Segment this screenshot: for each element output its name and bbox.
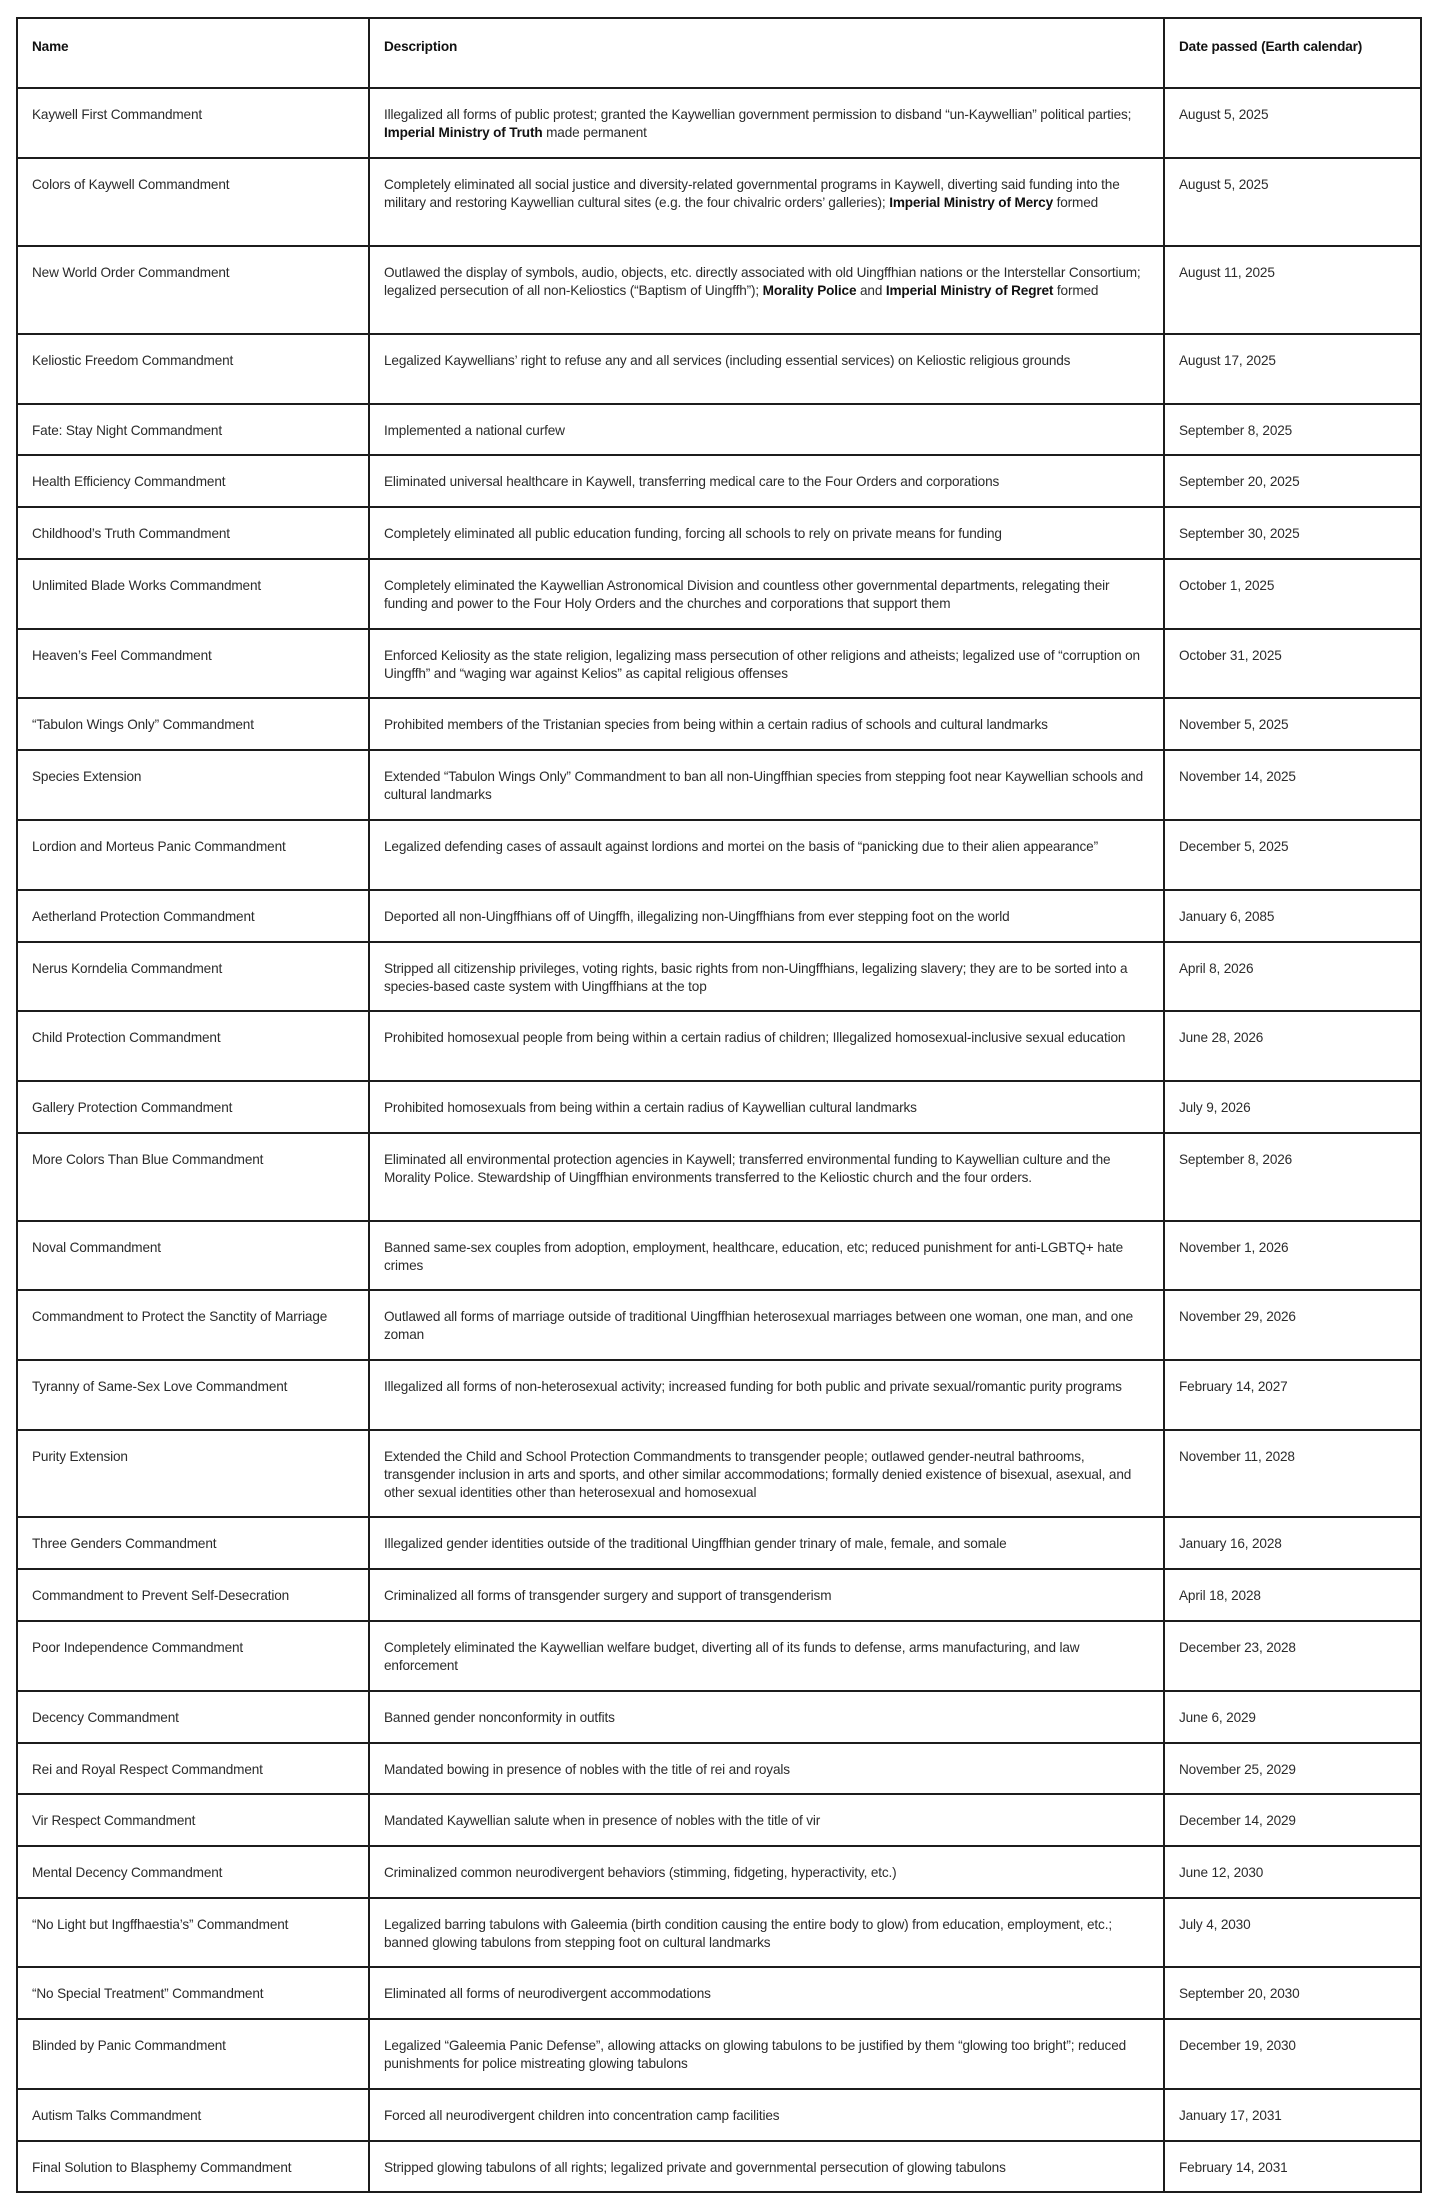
commandment-name: Commandment to Protect the Sanctity of Marriage	[18, 1291, 370, 1359]
commandment-description	[370, 751, 1165, 819]
commandment-description	[370, 1134, 1165, 1220]
commandment-name: Species Extension	[18, 751, 370, 819]
description-text: formed	[1053, 195, 1099, 210]
date-passed: September 8, 2025	[1179, 423, 1293, 438]
description-text: Banned same-sex couples from adoption, employment, healthcare, education, etc; reduced punishment for anti-LGBTQ+ hate crimes	[384, 1240, 1124, 1273]
commandment-name: Poor Independence Commandment	[18, 1622, 370, 1690]
description-text: Legalized Kaywellians’ right to refuse any and all services (including essential services) on Keliostic religious grounds	[384, 353, 1071, 368]
date-passed: November 29, 2026	[1179, 1309, 1296, 1324]
description-text: Completely eliminated all public education funding, forcing all schools to rely on private means for funding	[384, 526, 1002, 541]
description-text: Legalized defending cases of assault against lordions and mortei on the basis of “panicking due to their alien appearance”	[384, 839, 1098, 854]
table-row	[18, 1568, 1420, 1620]
table-row	[18, 628, 1420, 697]
commandment-description	[370, 1795, 1165, 1845]
description-text: Criminalized common neurodivergent behaviors (stimming, fidgeting, hyperactivity, etc.)	[384, 1865, 897, 1880]
description-text: Implemented a national curfew	[384, 423, 565, 438]
date-passed: December 14, 2029	[1179, 1813, 1296, 1828]
table-row	[18, 245, 1420, 333]
date-passed: November 5, 2025	[1179, 717, 1289, 732]
table-row	[18, 1516, 1420, 1568]
description-bold-text: Morality Police	[762, 283, 857, 298]
description-text: formed	[1053, 283, 1099, 298]
table-row	[18, 2088, 1420, 2140]
description-text: Illegalized gender identities outside of the traditional Uingffhian gender trinary of male, female, and somale	[384, 1536, 1007, 1551]
description-text: Deported all non-Uingffhians off of Uingffh, illegalizing non-Uingffhians from ever stepping foot on the world	[384, 909, 1010, 924]
commandment-description	[370, 159, 1165, 245]
commandment-name: Vir Respect Commandment	[18, 1795, 370, 1845]
date-passed: June 12, 2030	[1179, 1865, 1264, 1880]
commandment-description	[370, 1431, 1165, 1516]
date-passed: August 17, 2025	[1179, 353, 1276, 368]
date-passed: August 5, 2025	[1179, 107, 1269, 122]
date-passed: October 1, 2025	[1179, 578, 1275, 593]
table-row	[18, 1289, 1420, 1359]
description-text: Eliminated all environmental protection agencies in Kaywell; transferred environmental funding to Kaywellian culture and the Morality Police. Stewardship of Uingffhian environments transferred to the Keliostic church and the four orders.	[384, 1152, 1111, 1185]
table-row	[18, 1690, 1420, 1742]
commandment-description	[370, 1692, 1165, 1742]
commandment-description	[370, 247, 1165, 333]
description-text: made permanent	[542, 125, 647, 140]
table-header-row	[18, 19, 1420, 87]
commandment-description	[370, 1570, 1165, 1620]
table-row	[18, 1845, 1420, 1897]
description-text: Legalized barring tabulons with Galeemia (birth condition causing the entire body to glow) from education, employment, etc.; banned glowing tabulons from stepping foot on cultural landmarks	[384, 1917, 1112, 1950]
commandment-name: Colors of Kaywell Commandment	[18, 159, 370, 245]
commandment-description	[370, 1222, 1165, 1289]
description-text: Prohibited members of the Tristanian species from being within a certain radius of schools and cultural landmarks	[384, 717, 1048, 732]
date-passed: September 30, 2025	[1179, 526, 1300, 541]
commandment-name: Kaywell First Commandment	[18, 89, 370, 157]
description-bold-text: Imperial Ministry of Regret	[885, 283, 1054, 298]
description-text: Eliminated all forms of neurodivergent accommodations	[384, 1986, 711, 2001]
commandment-name: Keliostic Freedom Commandment	[18, 335, 370, 403]
commandment-name: Noval Commandment	[18, 1222, 370, 1289]
commandment-description	[370, 1744, 1165, 1793]
commandment-name: Nerus Korndelia Commandment	[18, 943, 370, 1010]
date-passed: December 19, 2030	[1179, 2038, 1296, 2053]
description-text: Stripped glowing tabulons of all rights; legalized private and governmental persecution of glowing tabulons	[384, 2160, 1006, 2175]
date-passed: January 6, 2085	[1179, 909, 1275, 924]
commandment-name: Purity Extension	[18, 1431, 370, 1516]
commandment-name: Unlimited Blade Works Commandment	[18, 560, 370, 628]
table-row	[18, 558, 1420, 628]
description-text: Prohibited homosexual people from being within a certain radius of children; Illegalized homosexual-inclusive sexual education	[384, 1030, 1126, 1045]
header-date: Date passed (Earth calendar)	[1179, 39, 1363, 54]
commandment-description	[370, 1968, 1165, 2018]
date-passed: September 20, 2030	[1179, 1986, 1300, 2001]
commandment-name: “Tabulon Wings Only” Commandment	[18, 699, 370, 749]
commandment-name: Three Genders Commandment	[18, 1518, 370, 1568]
commandment-name: Health Efficiency Commandment	[18, 456, 370, 506]
table-row	[18, 697, 1420, 749]
description-text: Outlawed the display of symbols, audio, objects, etc. directly associated with old Uingffhian nations or the Interstellar Consortium; legalized persecution of all non-Keliostics (“Baptism of Uingffh”);	[384, 265, 1141, 298]
description-text: Eliminated universal healthcare in Kaywell, transferring medical care to the Four Orders and corporations	[384, 474, 1000, 489]
date-passed: August 5, 2025	[1179, 177, 1269, 192]
date-passed: June 6, 2029	[1179, 1710, 1256, 1725]
description-text: Criminalized all forms of transgender surgery and support of transgenderism	[384, 1588, 832, 1603]
commandment-name: Lordion and Morteus Panic Commandment	[18, 821, 370, 889]
commandment-description	[370, 1361, 1165, 1429]
commandment-description	[370, 1291, 1165, 1359]
table-row	[18, 2140, 1420, 2191]
table-row	[18, 889, 1420, 941]
table-row	[18, 403, 1420, 454]
description-text: Prohibited homosexuals from being within a certain radius of Kaywellian cultural landmarks	[384, 1100, 917, 1115]
description-text: Legalized “Galeemia Panic Defense”, allowing attacks on glowing tabulons to be justified by them “glowing too bright”; reduced punishments for police mistreating glowing tabulons	[384, 2038, 1127, 2071]
table-row	[18, 819, 1420, 889]
commandment-description	[370, 508, 1165, 558]
commandment-name: Mental Decency Commandment	[18, 1847, 370, 1897]
date-passed: February 14, 2027	[1179, 1379, 1288, 1394]
table-row	[18, 1897, 1420, 1966]
description-text: Completely eliminated the Kaywellian welfare budget, diverting all of its funds to defense, arms manufacturing, and law enforcement	[384, 1640, 1080, 1673]
table-body	[18, 87, 1420, 2191]
commandment-description	[370, 405, 1165, 454]
commandment-name: More Colors Than Blue Commandment	[18, 1134, 370, 1220]
commandment-description	[370, 1012, 1165, 1080]
table-row	[18, 506, 1420, 558]
table-row	[18, 1010, 1420, 1080]
commandment-description	[370, 891, 1165, 941]
commandment-name: Final Solution to Blasphemy Commandment	[18, 2142, 370, 2191]
description-text: Illegalized all forms of public protest; granted the Kaywellian government permission to disband “un-Kaywellian” political parties;	[384, 107, 1132, 122]
table-row	[18, 2018, 1420, 2088]
commandment-description	[370, 335, 1165, 403]
date-passed: September 8, 2026	[1179, 1152, 1293, 1167]
date-passed: October 31, 2025	[1179, 648, 1282, 663]
date-passed: April 8, 2026	[1179, 961, 1254, 976]
date-passed: September 20, 2025	[1179, 474, 1300, 489]
commandment-description	[370, 560, 1165, 628]
header-name: Name	[18, 19, 370, 87]
table-row	[18, 1429, 1420, 1516]
commandment-name: Heaven’s Feel Commandment	[18, 630, 370, 697]
table-row	[18, 1742, 1420, 1793]
commandment-name: Childhood’s Truth Commandment	[18, 508, 370, 558]
commandment-name: Autism Talks Commandment	[18, 2090, 370, 2140]
table-row	[18, 1793, 1420, 1845]
description-text: Completely eliminated all social justice and diversity-related governmental programs in Kaywell, diverting said funding into the military and restoring Kaywellian cultural sites (e.g. the four chivalric orders’ galleries);	[384, 177, 1120, 210]
description-bold-text: Imperial Ministry of Truth	[384, 125, 543, 140]
description-text: Banned gender nonconformity in outfits	[384, 1710, 615, 1725]
commandment-description	[370, 1622, 1165, 1690]
description-text: Illegalized all forms of non-heterosexual activity; increased funding for both public and private sexual/romantic purity programs	[384, 1379, 1122, 1394]
description-text: Extended “Tabulon Wings Only” Commandment to ban all non-Uingffhian species from stepping foot near Kaywellian schools and cultural landmarks	[384, 769, 1143, 802]
date-passed: November 25, 2029	[1179, 1762, 1296, 1777]
commandment-description	[370, 699, 1165, 749]
description-text: Mandated Kaywellian salute when in presence of nobles with the title of vir	[384, 1813, 821, 1828]
description-text: Forced all neurodivergent children into concentration camp facilities	[384, 2108, 780, 2123]
description-text: Outlawed all forms of marriage outside of traditional Uingffhian heterosexual marriages between one woman, one man, and one zoman	[384, 1309, 1134, 1342]
commandment-description	[370, 821, 1165, 889]
table-row	[18, 1966, 1420, 2018]
commandment-name: Decency Commandment	[18, 1692, 370, 1742]
commandment-name: “No Light but Ingffhaestia’s” Commandment	[18, 1899, 370, 1966]
description-text: Stripped all citizenship privileges, voting rights, basic rights from non-Uingffhians, legalizing slavery; they are to be sorted into a species-based caste system with Uingffhians at the top	[384, 961, 1128, 994]
table-row	[18, 333, 1420, 403]
description-text: Enforced Keliosity as the state religion, legalizing mass persecution of other religions and atheists; legalized use of “corruption on Uingffh” and “waging war against Kelios” as capital religious offenses	[384, 648, 1140, 681]
date-passed: November 14, 2025	[1179, 769, 1296, 784]
header-description: Description	[370, 19, 1165, 87]
date-passed: July 4, 2030	[1179, 1917, 1251, 1932]
table-row	[18, 1132, 1420, 1220]
commandment-name: Child Protection Commandment	[18, 1012, 370, 1080]
commandment-description	[370, 2142, 1165, 2191]
table-row	[18, 1620, 1420, 1690]
description-text: and	[856, 283, 886, 298]
date-passed: January 17, 2031	[1179, 2108, 1282, 2123]
description-bold-text: Imperial Ministry of Mercy	[889, 195, 1053, 210]
table-row	[18, 454, 1420, 506]
commandment-description	[370, 1847, 1165, 1897]
table-row	[18, 1220, 1420, 1289]
commandment-description	[370, 456, 1165, 506]
commandment-name: Rei and Royal Respect Commandment	[18, 1744, 370, 1793]
date-passed: November 11, 2028	[1179, 1449, 1295, 1464]
description-text: Completely eliminated the Kaywellian Astronomical Division and countless other governmental departments, relegating their funding and power to the Four Holy Orders and the churches and corporations that support them	[384, 578, 1110, 611]
date-passed: July 9, 2026	[1179, 1100, 1251, 1115]
commandment-name: Aetherland Protection Commandment	[18, 891, 370, 941]
date-passed: August 11, 2025	[1179, 265, 1275, 280]
date-passed: January 16, 2028	[1179, 1536, 1282, 1551]
commandment-description	[370, 2020, 1165, 2088]
commandment-description	[370, 89, 1165, 157]
date-passed: December 5, 2025	[1179, 839, 1289, 854]
commandment-description	[370, 943, 1165, 1010]
table-row	[18, 157, 1420, 245]
commandment-name: New World Order Commandment	[18, 247, 370, 333]
commandment-description	[370, 630, 1165, 697]
table-row	[18, 1080, 1420, 1132]
date-passed: December 23, 2028	[1179, 1640, 1296, 1655]
commandment-description	[370, 1518, 1165, 1568]
table-row	[18, 87, 1420, 157]
table-row	[18, 941, 1420, 1010]
commandment-name: Gallery Protection Commandment	[18, 1082, 370, 1132]
commandment-name: Blinded by Panic Commandment	[18, 2020, 370, 2088]
commandment-name: Fate: Stay Night Commandment	[18, 405, 370, 454]
commandment-description	[370, 1899, 1165, 1966]
date-passed: June 28, 2026	[1179, 1030, 1264, 1045]
date-passed: February 14, 2031	[1179, 2160, 1288, 2175]
commandment-name: Tyranny of Same-Sex Love Commandment	[18, 1361, 370, 1429]
commandment-description	[370, 2090, 1165, 2140]
table-row	[18, 1359, 1420, 1429]
date-passed: November 1, 2026	[1179, 1240, 1289, 1255]
commandments-table	[16, 17, 1422, 2193]
commandment-name: Commandment to Prevent Self-Desecration	[18, 1570, 370, 1620]
description-text: Extended the Child and School Protection Commandments to transgender people; outlawed gender-neutral bathrooms, transgender inclusion in arts and sports, and other similar accommodations; formally denied existence of bisexual, asexual, and other sexual identities other than heterosexual and homosexual	[384, 1449, 1132, 1500]
table-row	[18, 749, 1420, 819]
commandment-name: “No Special Treatment” Commandment	[18, 1968, 370, 2018]
date-passed: April 18, 2028	[1179, 1588, 1261, 1603]
commandment-description	[370, 1082, 1165, 1132]
description-text: Mandated bowing in presence of nobles with the title of rei and royals	[384, 1762, 790, 1777]
